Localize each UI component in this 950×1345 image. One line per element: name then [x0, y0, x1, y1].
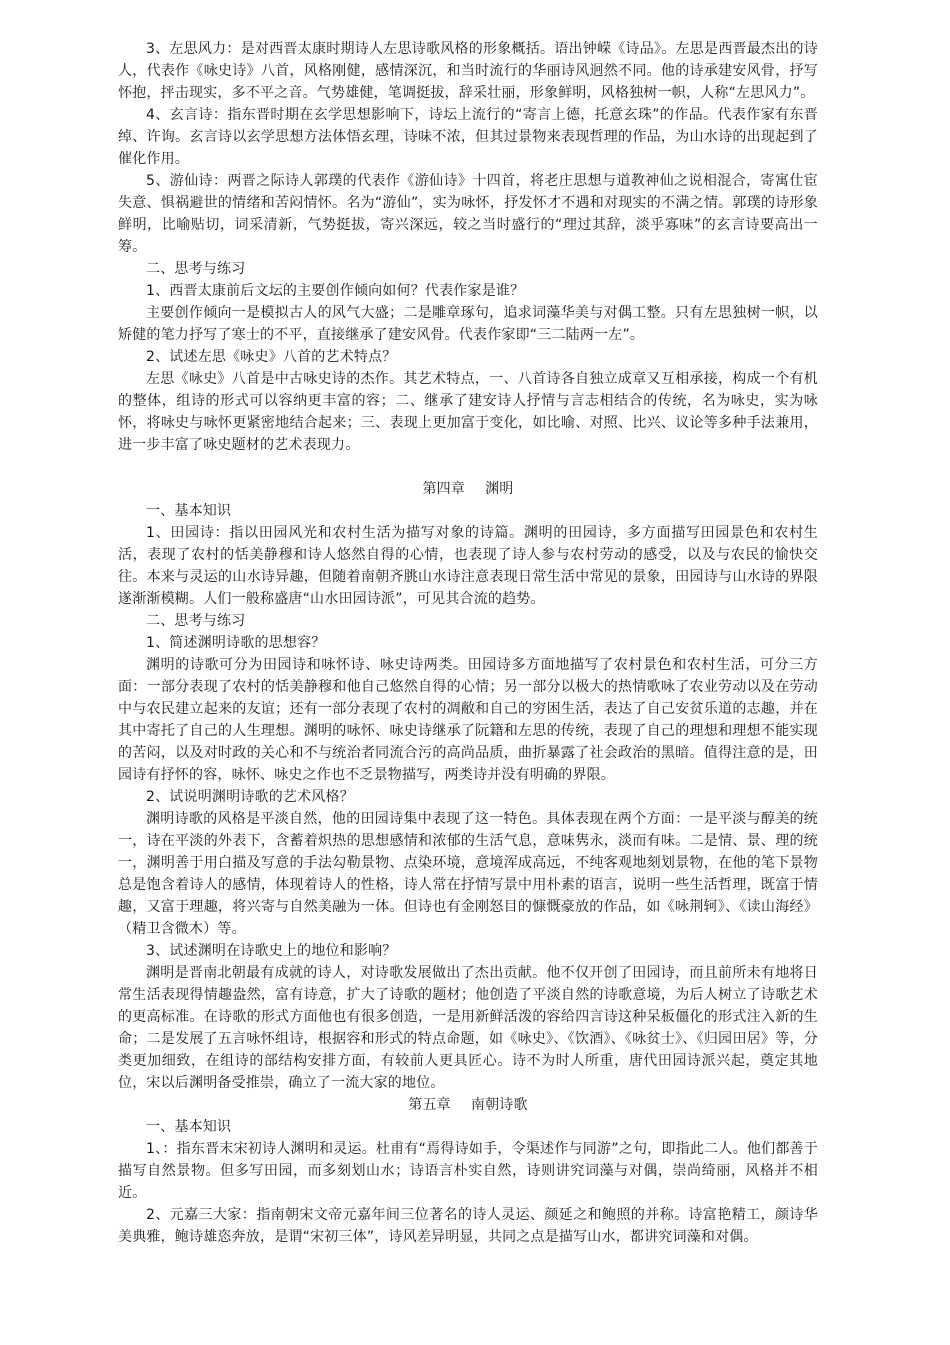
section-heading-practice: 二、思考与练习: [146, 613, 246, 629]
chapter-4-number: 第四章: [422, 481, 466, 497]
question-1: 1、西晋太康前后文坛的主要创作倾向如何？代表作家是谁？: [146, 283, 525, 299]
section-heading-practice: 二、思考与练习: [146, 261, 246, 277]
chapter-5-title: [118, 1094, 818, 1116]
question-1: 1、简述渊明诗歌的思想容？: [146, 635, 326, 651]
term-youxian-shi: 5、游仙诗：两晋之际诗人郭璞的代表作《游仙诗》十四首，将老庄思想与道教神仙之说相混合，寄寓仕宦失意、惧祸避世的情绪和苦闷情怀。名为“游仙”，实为咏怀，抒发怀才不遇和对现实的不满之情。郭璞的诗形象鲜明，比喻贴切，词采清新，气势挺拔，寄兴深远，较之当时盛行的“理过其辞，淡乎寡味”的玄言诗要高出一筹。: [118, 173, 818, 255]
section-heading-basic: 一、基本知识: [146, 1119, 232, 1135]
answer-3: 渊明是晋南北朝最有成就的诗人，对诗歌发展做出了杰出贡献。他不仅开创了田园诗，而且前所未有地将日常生活表现得情趣盎然，富有诗意，扩大了诗歌的题材；他创造了平淡自然的诗歌意境，为后人树立了诗歌艺术的更高标准。在诗歌的形式方面他也有很多创造，一是用新鲜活泼的容给四言诗这种呆板僵化的形式注入新的生命；二是发展了五言咏怀组诗，根据容和形式的特点命题，如《咏史》、《饮酒》、《咏贫士》、《归园田居》等，分类更加细致，在组诗的部结构安排方面，有较前人更具匠心。诗不为时人所重，唐代田园诗派兴起，奠定其地位，宋以后渊明备受推崇，确立了一流大家的地位。: [118, 965, 818, 1091]
section-heading-basic: 一、基本知识: [146, 503, 232, 519]
term-yuanjia-three-masters: 2、元嘉三大家：指南朝宋文帝元嘉年间三位著名的诗人灵运、颜延之和鲍照的并称。诗富艳精工，颜诗华美典雅，鲍诗雄恣奔放，是谓“宋初三体”，诗风差异明显，共同之点是描写山水，都讲究词藻和对偶。: [118, 1207, 818, 1245]
answer-2: 左思《咏史》八首是中古咏史诗的杰作。其艺术特点，一、八首诗各自独立成章又互相承接，构成一个有机的整体，组诗的形式可以容纳更丰富的容；二、继承了建安诗人抒情与言志相结合的传统，名为咏史，实为咏怀，将咏史与咏怀更紧密地结合起来；三、表现上更加富于变化，如比喻、对照、比兴、议论等多种手法兼用，进一步丰富了咏史题材的艺术表现力。: [118, 371, 818, 453]
document-page: [118, 38, 818, 1248]
chapter-5-name: 南朝诗歌: [470, 1097, 528, 1113]
chapter-5-number: 第五章: [408, 1097, 451, 1113]
question-2: 2、试述左思《咏史》八首的艺术特点？: [146, 349, 397, 365]
term-zuosi-fengli: 3、左思风力：是对西晋太康时期诗人左思诗歌风格的形象概括。语出钟嵘《诗品》。左思是西晋最杰出的诗人，代表作《咏史诗》八首，风格刚健，感情深沉，和当时流行的华丽诗风迥然不同。他的诗承建安风骨，抒写怀抱，抨击现实，多不平之音。气势雄健，笔调挺拔，辞采壮丽，形象鲜明，风格独树一帜，人称“左思风力”。: [118, 41, 818, 101]
term-xuanyan-shi: 4、玄言诗：指东晋时期在玄学思想影响下，诗坛上流行的“寄言上德，托意玄珠”的作品。代表作家有东晋绰、许询。玄言诗以玄学思想方法体悟玄理，诗味不浓，但其过景物来表现哲理的作品，为山水诗的出现起到了催化作用。: [118, 107, 818, 167]
question-3: 3、试述渊明在诗歌史上的地位和影响？: [146, 943, 397, 959]
term-tianyuan-shi: 1、田园诗：指以田园风光和农村生活为描写对象的诗篇。渊明的田园诗，多方面描写田园景色和农村生活，表现了农村的恬美静穆和诗人悠然自得的心情，也表现了诗人参与农村劳动的感受，以及与农民的愉快交往。本来与灵运的山水诗异趣，但随着南朝齐朓山水诗注意表现日常生活中常见的景象，田园诗与山水诗的界限遂渐渐模糊。人们一般称盛唐“山水田园诗派”，可见其合流的趋势。: [118, 525, 818, 607]
term-tao-xie: 1、：指东晋末宋初诗人渊明和灵运。杜甫有“焉得诗如手，令渠述作与同游”之句，即指此二人。他们都善于描写自然景物。但多写田园，而多刻划山水；诗语言朴实自然，诗则讲究词藻与对偶，崇尚绮丽，风格并不相近。: [118, 1141, 818, 1201]
spacer: [118, 456, 818, 478]
answer-1: 渊明的诗歌可分为田园诗和咏怀诗、咏史诗两类。田园诗多方面地描写了农村景色和农村生活，可分三方面：一部分表现了农村的恬美静穆和他自己悠然自得的心情；另一部分以极大的热情歌咏了农业劳动以及在劳动中与农民建立起来的友谊；还有一部分表现了农村的凋敝和自己的穷困生活，表达了自己安贫乐道的志趣，并在其中寄托了自己的人生理想。渊明的咏怀、咏史诗继承了阮籍和左思的传统，表现了自己的理想和理想不能实现的苦闷，以及对时政的关心和不与统治者同流合污的高尚品质，曲折暴露了社会政治的黑暗。值得注意的是，田园诗有抒怀的容，咏怀、咏史之作也不乏景物描写，两类诗并没有明确的界限。: [118, 657, 818, 783]
answer-2: 渊明诗歌的风格是平淡自然，他的田园诗集中表现了这一特色。具体表现在两个方面：一是平淡与醇美的统一，诗在平淡的外表下，含蓄着炽热的思想感情和浓郁的生活气息，意味隽永，淡而有味。二是情、景、理的统一，渊明善于用白描及写意的手法勾勒景物、点染环境，意境浑成高远，不纯客观地刻划景物，在他的笔下景物总是饱含着诗人的感情，体现着诗人的性格，诗人常在抒情写景中用朴素的语言，说明一些生活哲理，既富于情趣，又富于理趣，将兴寄与自然美融为一体。但诗也有金刚怒目的慷慨豪放的作品，如《咏荆轲》、《读山海经》（精卫含微木）等。: [118, 811, 818, 937]
question-2: 2、试说明渊明诗歌的艺术风格？: [146, 789, 354, 805]
answer-1: 主要创作倾向一是模拟古人的风气大盛；二是雕章琢句，追求词藻华美与对偶工整。只有左思独树一帜，以矫健的笔力抒写了寒士的不平，直接继承了建安风骨。代表作家即“三二陆两一左”。: [118, 305, 818, 343]
chapter-4-name: 渊明: [485, 481, 514, 497]
chapter-4-title: [118, 478, 818, 500]
